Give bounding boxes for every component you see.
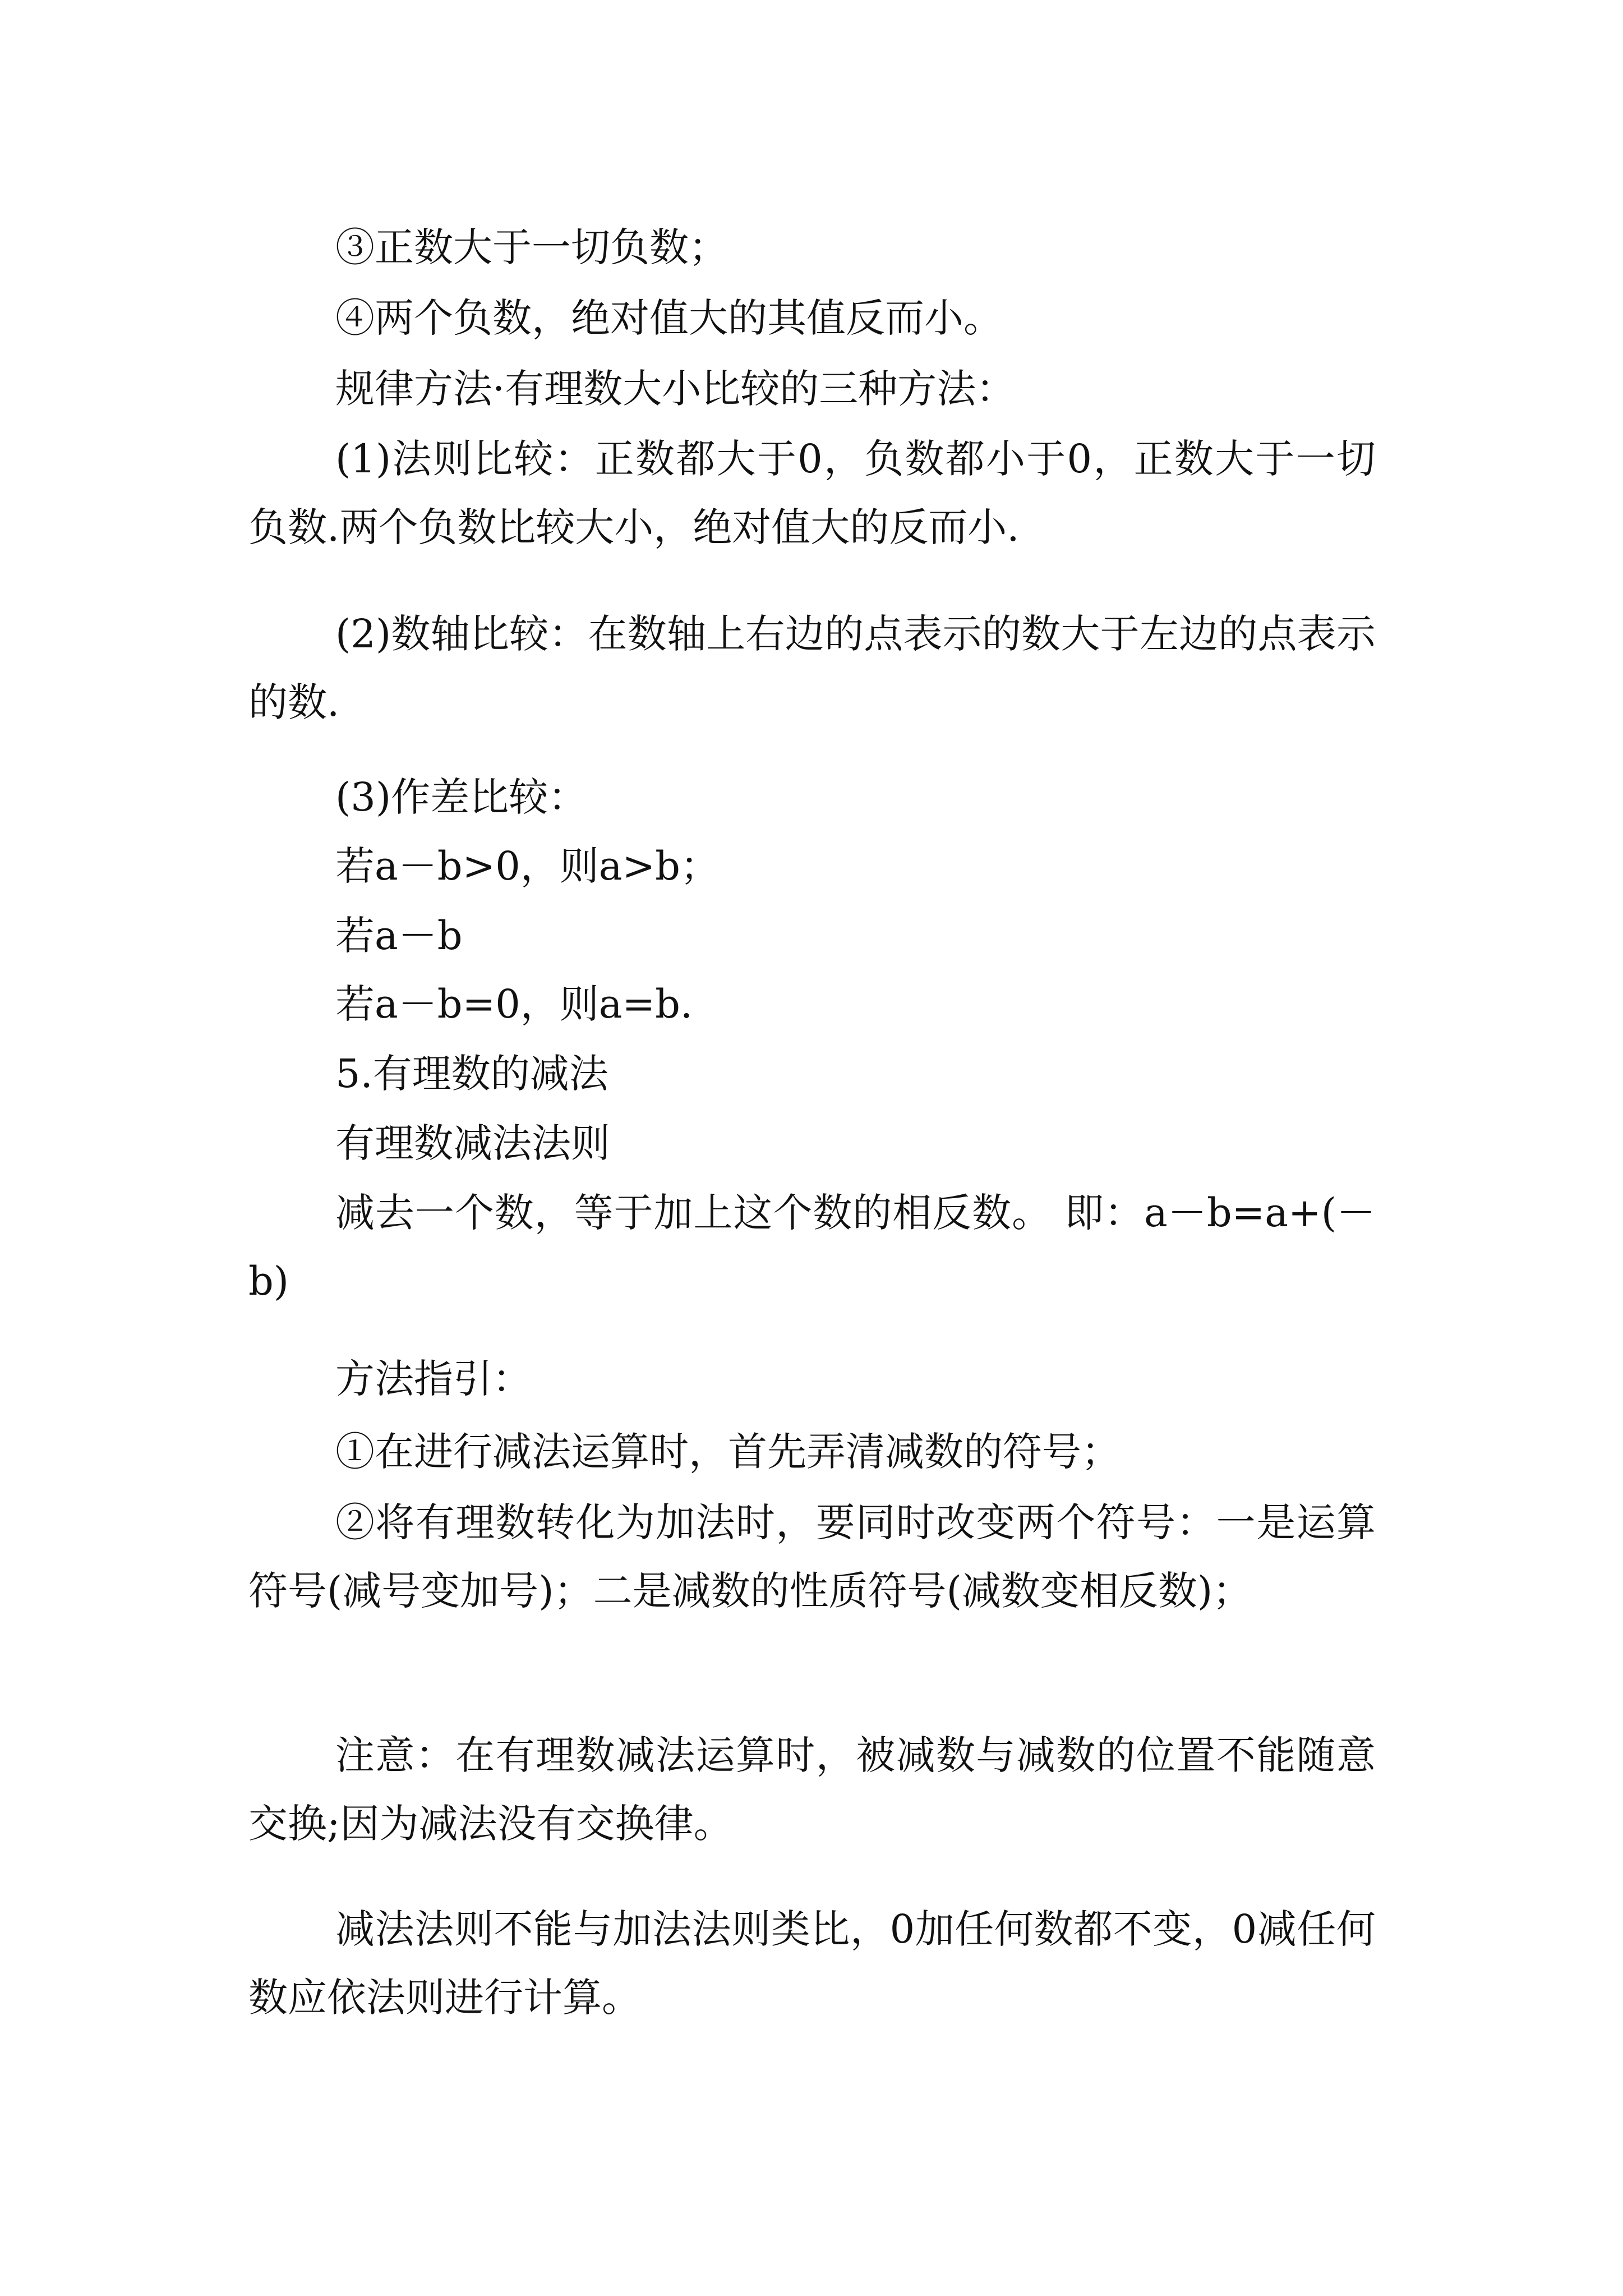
paragraph-method-guide: 方法指引： bbox=[335, 1356, 532, 1402]
paragraph-two-negatives: ④两个负数，绝对值大的其值反而小。 bbox=[335, 295, 1003, 341]
paragraph-method-heading: 规律方法·有理数大小比较的三种方法： bbox=[335, 366, 1016, 412]
paragraph-guide-first: ①在进行减法运算时，首先弄清减数的符号； bbox=[335, 1429, 1121, 1475]
subheading-subtraction-rule: 有理数减法法则 bbox=[335, 1120, 610, 1166]
paragraph-guide-second: ②将有理数转化为加法时，要同时改变两个符号：一是运算符号(减号变加号)；二是减数的性质符号(减数变相反数)； bbox=[248, 1499, 1376, 1614]
paragraph-rule-comparison: (1)法则比较：正数都大于0，负数都小于0，正数大于一切负数.两个负数比较大小，绝对值大的反而小. bbox=[248, 436, 1376, 550]
paragraph-note: 注意：在有理数减法运算时，被减数与减数的位置不能随意交换;因为减法没有交换律。 bbox=[248, 1732, 1376, 1847]
paragraph-rule-contrast: 减法法则不能与加法法则类比，0加任何数都不变，0减任何数应依法则进行计算。 bbox=[248, 1906, 1376, 2021]
paragraph-difference-comparison: (3)作差比较： bbox=[335, 774, 588, 820]
paragraph-positive-greater: ③正数大于一切负数； bbox=[335, 224, 728, 270]
paragraph-case-greater: 若a－b>0，则a>b； bbox=[335, 843, 720, 889]
paragraph-subtraction-rule: 减去一个数，等于加上这个数的相反数。 即：a－b=a+(－b) bbox=[248, 1190, 1376, 1304]
paragraph-case-equal: 若a－b=0，则a=b. bbox=[335, 981, 693, 1027]
section-heading-subtraction: 5.有理数的减法 bbox=[335, 1051, 608, 1097]
paragraph-number-line-comparison: (2)数轴比较：在数轴上右边的点表示的数大于左边的点表示的数. bbox=[248, 611, 1376, 725]
paragraph-case-less: 若a－b bbox=[335, 913, 463, 959]
